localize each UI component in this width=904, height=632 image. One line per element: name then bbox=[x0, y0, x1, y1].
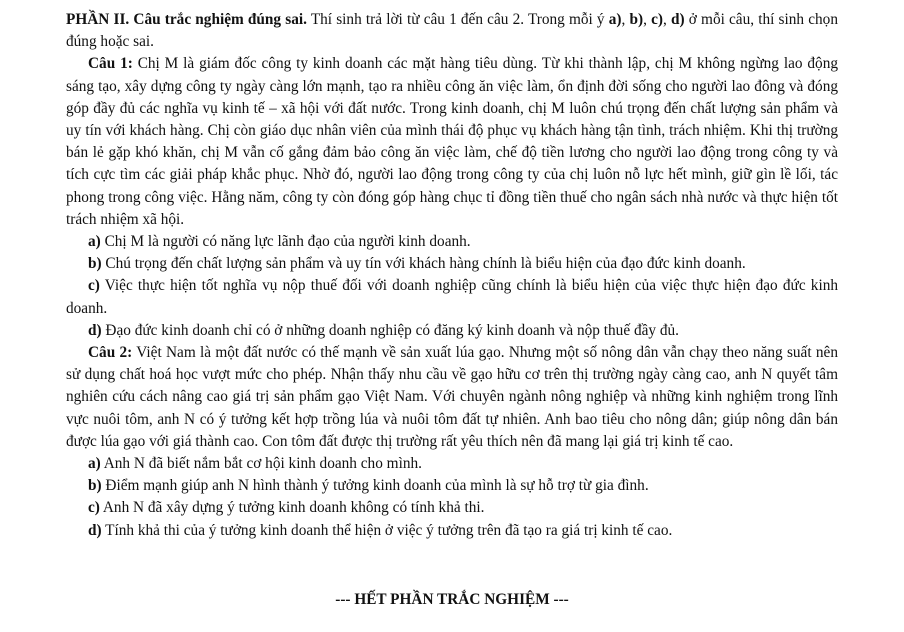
question-1-stem bbox=[66, 53, 838, 231]
question-2-option-a bbox=[66, 453, 838, 475]
question-2-option-d bbox=[66, 520, 838, 542]
section-header: PHẦN II. Câu trắc nghiệm đúng sai. Thí sinh trả lời từ câu 1 đến câu 2. Trong mỗi ý a), b), c), d) ở mỗi câu, thí sinh chọn đúng hoặc sai. bbox=[66, 11, 838, 51]
section-title: PHẦN II. Câu trắc nghiệm đúng sai. bbox=[66, 11, 307, 28]
option-text: Đạo đức kinh doanh chỉ có ở những doanh nghiệp có đăng ký kinh doanh và nộp thuế đầy đủ. bbox=[101, 321, 679, 339]
option-text: Anh N đã xây dựng ý tưởng kinh doanh không có tính khả thi. bbox=[99, 499, 485, 517]
option-label: c) bbox=[88, 277, 100, 295]
instruction-opt-d: d) bbox=[671, 11, 685, 28]
section-end-marker: --- HẾT PHẦN TRẮC NGHIỆM --- bbox=[335, 591, 569, 608]
instruction-opt-c: c) bbox=[651, 11, 663, 28]
question-1-text: Chị M là giám đốc công ty kinh doanh các mặt hàng tiêu dùng. Từ khi thành lập, chị M không ngừng lao động sáng tạo, xây dựng công ty ngày càng lớn mạnh, tạo ra nhiều công ăn việc làm, ổn định đời sống cho người lao đông và đóng góp đầy đủ các nghĩa vụ kinh tế – xã hội với đất nước. Trong kinh doanh, chị M luôn chú trọng đến chất lượng sản phẩm và uy tín với khách hàng. Chị còn giáo dục nhân viên của mình thái độ phục vụ khách hàng tận tình, trách nhiệm. Khi thị trường bán lẻ gặp khó khăn, chị M vẫn cố gắng đảm bảo công ăn việc làm, chế độ tiền lương cho người lao động trong công ty và tích cực tìm các giải pháp khắc phục. Nhờ đó, người lao động trong công ty của chị luôn nỗ lực hết mình, giữ gìn lề lối, tác phong trong công việc. Hằng năm, công ty còn đóng góp hàng chục tỉ đồng tiền thuế cho ngân sách nhà nước và thực hiện tốt trách nhiệm xã hội. bbox=[66, 55, 838, 228]
section-instruction: Thí sinh trả lời từ câu 1 đến câu 2. Trong mỗi ý bbox=[306, 11, 609, 28]
question-1-option-d bbox=[66, 320, 838, 342]
option-label: b) bbox=[88, 477, 102, 495]
option-label: d) bbox=[88, 521, 102, 539]
question-2-option-b bbox=[66, 475, 838, 497]
option-label: d) bbox=[88, 321, 102, 339]
question-1-option-b bbox=[66, 253, 838, 275]
option-text: Điểm mạnh giúp anh N hình thành ý tưởng kinh doanh của mình là sự hỗ trợ từ gia đình. bbox=[101, 477, 649, 495]
question-1-option-a bbox=[66, 231, 838, 253]
question-2-option-c bbox=[66, 497, 838, 519]
option-label: a) bbox=[88, 455, 101, 473]
option-text: Chị M là người có năng lực lãnh đạo của người kinh doanh. bbox=[100, 233, 471, 251]
instruction-opt-a: a) bbox=[608, 11, 622, 28]
option-label: c) bbox=[88, 499, 100, 517]
question-2-text: Việt Nam là một đất nước có thế mạnh về sản xuất lúa gạo. Nhưng một số nông dân vẫn chạy theo năng suất nên sử dụng chất hoá học vượt mức cho phép. Nhận thấy nhu cầu về gạo hữu cơ trên thị trường ngày càng cao, anh N quyết tâm nghiên cứu cách nâng cao giá trị sản phẩm gạo Việt Nam. Với chuyên ngành nông nghiệp và những kinh nghiệm trong lĩnh vực nuôi tôm, anh N có ý tưởng kết hợp trồng lúa và nuôi tôm đất tự nhiên. Anh bao tiêu cho nông dân; giúp nông dân bán được lúa gạo với giá thành cao. Con tôm đất được thị trường rất yêu thích nên đã mang lại giá trị kinh tế cao. bbox=[66, 344, 838, 450]
instruction-opt-b: b) bbox=[629, 11, 644, 28]
option-text: Chú trọng đến chất lượng sản phẩm và uy tín với khách hàng chính là biểu hiện của đạo đức kinh doanh. bbox=[101, 255, 746, 273]
option-text: Việc thực hiện tốt nghĩa vụ nộp thuế đối với doanh nghiệp cũng chính là biểu hiện của việc thực hiện đạo đức kinh doanh. bbox=[66, 277, 838, 317]
option-text: Tính khả thi của ý tưởng kinh doanh thể hiện ở việc ý tưởng trên đã tạo ra giá trị kinh tế cao. bbox=[101, 521, 673, 539]
question-1-label: Câu 1: bbox=[88, 55, 133, 73]
option-label: b) bbox=[88, 255, 102, 273]
question-2-stem bbox=[66, 342, 838, 453]
question-2-label: Câu 2: bbox=[88, 344, 133, 362]
option-text: Anh N đã biết nắm bắt cơ hội kinh doanh cho mình. bbox=[100, 455, 422, 473]
option-label: a) bbox=[88, 233, 101, 251]
question-1-option-c bbox=[66, 275, 838, 319]
